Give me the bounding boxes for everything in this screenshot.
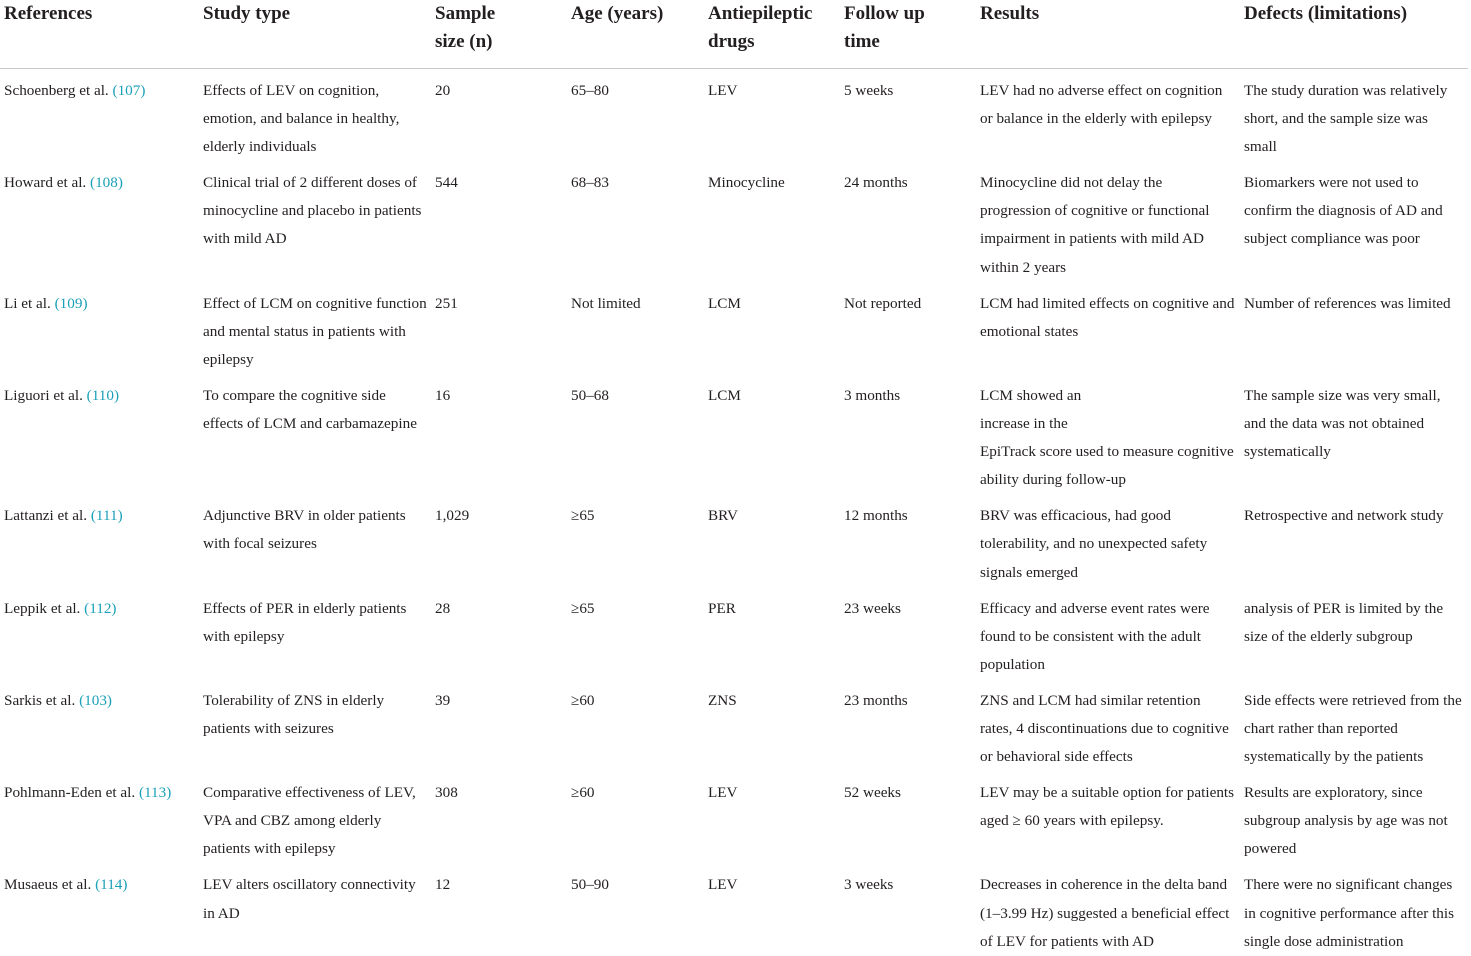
reference-cell: Pohlmann-Eden et al. (113) — [4, 784, 172, 802]
drug-cell: LEV — [708, 876, 738, 894]
header-row — [0, 0, 1468, 69]
citation-link[interactable]: (112) — [84, 599, 117, 617]
citation-link[interactable]: (108) — [90, 174, 123, 192]
drug-cell: LEV — [708, 82, 738, 99]
follow-up-cell: 52 weeks — [844, 784, 901, 802]
study-type-cell: Effect of LCM on cognitive function and mental status in patients with epilepsy — [203, 294, 427, 368]
table-row — [0, 69, 1468, 162]
study-type-cell: Tolerability of ZNS in elderly patients with seizures — [203, 691, 385, 737]
col-sample-size: Sample size (n) — [431, 0, 567, 69]
citation-link[interactable]: (107) — [112, 82, 146, 99]
sample-size-cell: 251 — [435, 294, 458, 312]
study-type-cell: Comparative effectiveness of LEV, VPA and CBZ among elderly patients with epilepsy — [203, 784, 416, 858]
table-row — [0, 679, 1468, 771]
col-references: References — [0, 0, 199, 69]
defects-cell: There were no significant changes in cognitive performance after this single dose administration — [1244, 876, 1455, 950]
drug-cell: LCM — [708, 294, 741, 312]
results-cell: Minocycline did not delay the progression of cognitive or functional impairment in patients with mild AD within 2 years — [980, 174, 1210, 276]
results-line: increase in the — [980, 415, 1068, 433]
drug-cell: ZNS — [708, 691, 737, 709]
results-cell: ZNS and LCM had similar retention rates, 4 discontinuations due to cognitive or behavioral side effects — [980, 691, 1229, 766]
drug-cell: LEV — [708, 784, 738, 802]
study-type-cell: Effects of LEV on cognition, emotion, and balance in healthy, elderly individuals — [203, 82, 400, 156]
reference-cell: Leppik et al. (112) — [4, 599, 117, 617]
reference-cell: Sarkis et al. (103) — [4, 691, 112, 709]
results-line: LCM showed an — [980, 386, 1082, 404]
drug-cell: LCM — [708, 386, 741, 404]
defects-cell: Results are exploratory, since subgroup analysis by age was not powered — [1244, 784, 1448, 858]
col-follow-up: Follow up time — [840, 0, 976, 69]
sample-size-cell: 28 — [435, 599, 451, 617]
defects-cell: Retrospective and network study — [1244, 507, 1444, 525]
table-row — [0, 771, 1468, 863]
study-type-cell: LEV alters oscillatory connectivity in AD — [203, 876, 416, 922]
reference-cell: Schoenberg et al. (107) — [4, 82, 146, 99]
col-study-type: Study type — [199, 0, 431, 69]
table-row — [0, 494, 1468, 586]
results-cell: LEV had no adverse effect on cognition or balance in the elderly with epilepsy — [980, 82, 1223, 128]
age-cell: 68–83 — [571, 174, 609, 192]
reference-cell: Howard et al. (108) — [4, 174, 123, 192]
sample-size-cell: 308 — [435, 784, 458, 802]
table-row — [0, 282, 1468, 374]
col-age: Age (years) — [567, 0, 704, 69]
defects-cell: Side effects were retrieved from the chart rather than reported systematically by the patients — [1244, 691, 1462, 766]
sample-size-cell: 20 — [435, 82, 451, 99]
follow-up-cell: 3 months — [844, 386, 901, 404]
age-cell: ≥60 — [571, 784, 595, 802]
results-cell: Decreases in coherence in the delta band (1–3.99 Hz) suggested a beneficial effect of LEV for patients with AD — [980, 876, 1230, 950]
study-type-cell: To compare the cognitive side effects of LCM and carbamazepine — [203, 386, 417, 433]
follow-up-cell: 23 months — [844, 691, 908, 709]
col-drugs: Antiepileptic drugs — [704, 0, 840, 69]
results-cell: Efficacy and adverse event rates were found to be consistent with the adult population — [980, 599, 1210, 673]
defects-cell: Biomarkers were not used to confirm the diagnosis of AD and subject compliance was poor — [1244, 174, 1443, 248]
results-cell: BRV was efficacious, had good tolerability, and no unexpected safety signals emerged — [980, 507, 1208, 581]
reference-cell: Lattanzi et al. (111) — [4, 507, 123, 525]
age-cell: ≥60 — [571, 691, 595, 709]
drug-cell: PER — [708, 599, 736, 617]
study-type-cell: Adjunctive BRV in older patients with focal seizures — [203, 507, 406, 553]
sample-size-cell: 39 — [435, 691, 451, 709]
citation-link[interactable]: (111) — [90, 507, 123, 525]
reference-cell: Musaeus et al. (114) — [4, 876, 128, 894]
age-cell: ≥65 — [571, 507, 595, 525]
sample-size-cell: 1,029 — [435, 507, 470, 525]
age-cell: 50–68 — [571, 386, 609, 404]
table-row — [0, 161, 1468, 281]
col-defects: Defects (limitations) — [1240, 0, 1468, 69]
study-type-cell: Effects of PER in elderly patients with epilepsy — [203, 599, 407, 645]
defects-cell: The study duration was relatively short, and the sample size was small — [1244, 82, 1448, 156]
age-cell: ≥65 — [571, 599, 595, 617]
defects-cell: Number of references was limited — [1244, 294, 1451, 312]
follow-up-cell: 24 months — [844, 174, 908, 192]
citation-link[interactable]: (113) — [138, 784, 172, 802]
citation-link[interactable]: (114) — [95, 876, 128, 894]
defects-cell: The sample size was very small, and the data was not obtained systematically — [1244, 386, 1441, 461]
age-cell: 65–80 — [571, 82, 609, 99]
drug-cell: BRV — [708, 507, 739, 525]
follow-up-cell: 12 months — [844, 507, 908, 525]
col-results: Results — [976, 0, 1240, 69]
results-cell: LCM had limited effects on cognitive and emotional states — [980, 294, 1235, 340]
sample-size-cell: 16 — [435, 386, 451, 404]
sample-size-cell: 544 — [435, 174, 458, 192]
follow-up-cell: 5 weeks — [844, 82, 894, 99]
follow-up-cell: Not reported — [844, 294, 922, 312]
citation-link[interactable]: (109) — [54, 294, 88, 312]
results-line: EpiTrack score used to measure cognitive ability during follow-up — [980, 443, 1234, 489]
citation-link[interactable]: (103) — [79, 691, 112, 709]
citation-link[interactable]: (110) — [86, 386, 120, 404]
table-row — [0, 587, 1468, 679]
study-type-cell: Clinical trial of 2 different doses of minocycline and placebo in patients with mild AD — [203, 174, 422, 248]
sample-size-cell: 12 — [435, 876, 451, 894]
reference-cell: Liguori et al. (110) — [4, 386, 120, 404]
drug-cell: Minocycline — [708, 174, 785, 192]
results-cell: LEV may be a suitable option for patients aged ≥ 60 years with epilepsy. — [980, 784, 1235, 830]
reference-cell: Li et al. (109) — [4, 294, 88, 312]
follow-up-cell: 23 weeks — [844, 599, 901, 617]
defects-cell: analysis of PER is limited by the size of the elderly subgroup — [1244, 599, 1444, 645]
age-cell: 50–90 — [571, 876, 609, 894]
age-cell: Not limited — [571, 294, 641, 312]
table-row — [0, 374, 1468, 494]
results-cell — [976, 374, 1240, 494]
table-row — [0, 863, 1468, 955]
follow-up-cell: 3 weeks — [844, 876, 894, 894]
